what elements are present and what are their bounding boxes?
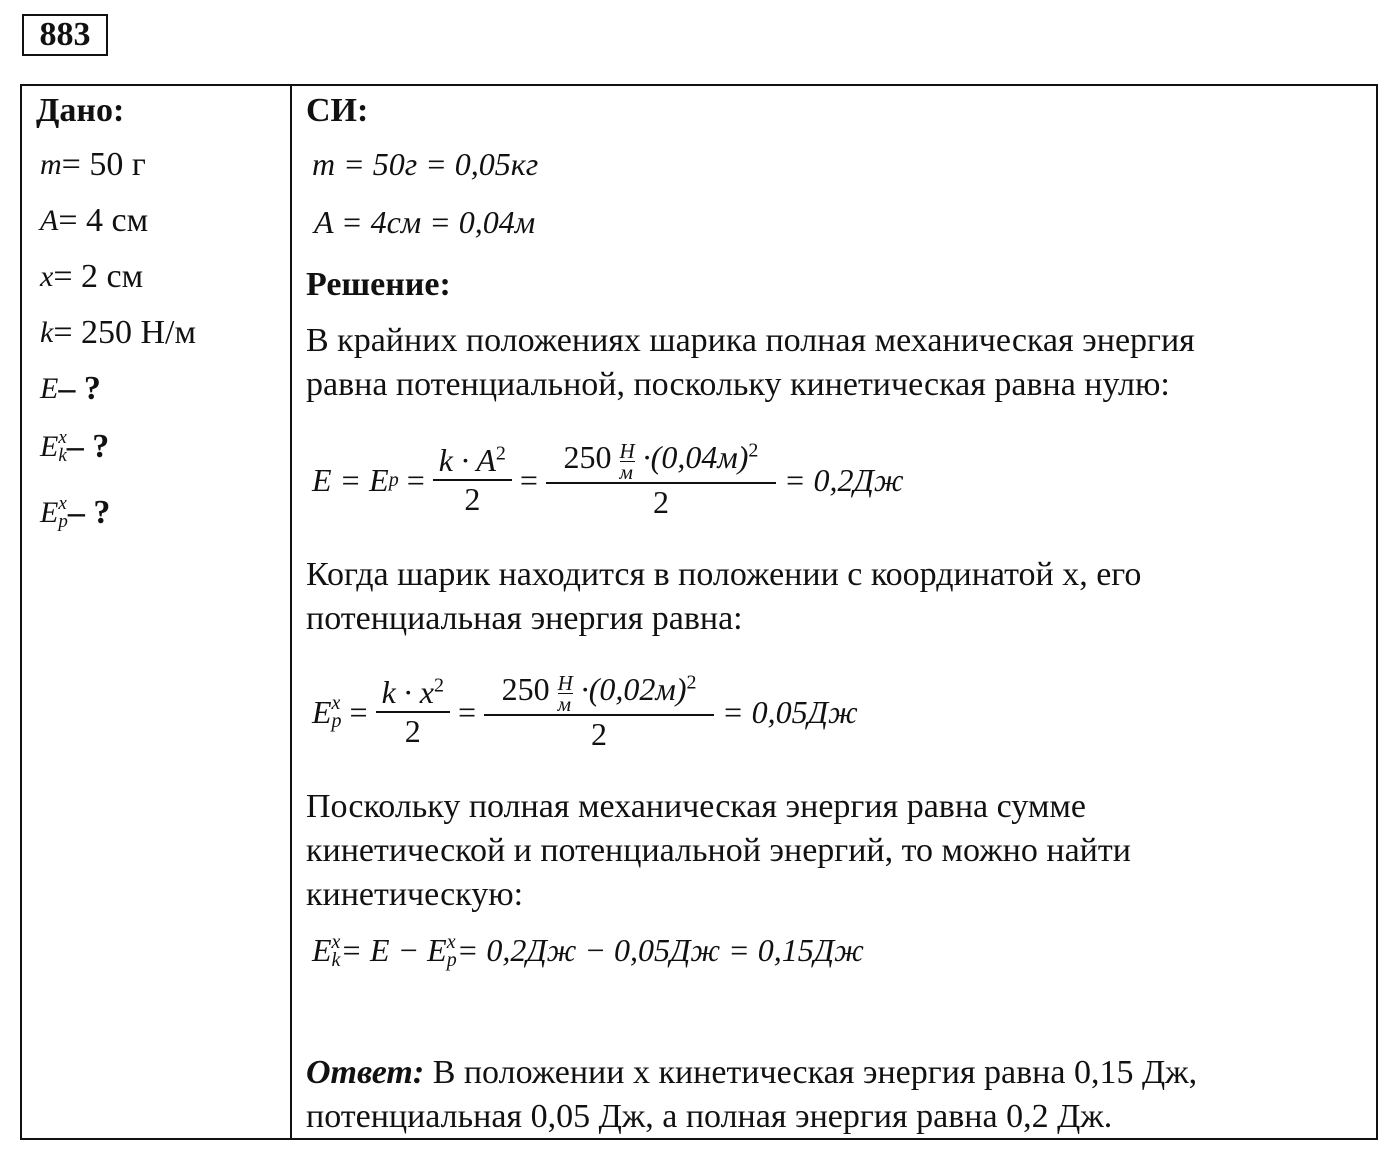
formula-total-energy: E = E p = $\frac{k \cdot A^2}{2}$ = 250 Н м $\cdot(0,04м)^2$ 2 = 0,2Дж xyxy=(312,438,904,520)
formula-kinetic-energy: E x k = E − E x p = 0,2Дж − 0,05Дж = 0,15Дж xyxy=(312,930,864,971)
paragraph-3-line-1: Поскольку полная механическая энергия равна сумме xyxy=(306,788,1086,825)
given-item xyxy=(40,202,148,240)
answer-label: Ответ: xyxy=(306,1054,425,1091)
given-item xyxy=(40,428,109,466)
given-symbol: x xyxy=(40,260,54,293)
paragraph-3-line-3: кинетическую: xyxy=(306,876,524,913)
given-symbol: E xyxy=(40,496,59,529)
given-value: = 50 г xyxy=(61,146,146,183)
answer-line-2: потенциальная 0,05 Дж, а полная энергия равна 0,2 Дж. xyxy=(306,1098,1113,1135)
given-value: = 2 см xyxy=(53,258,144,295)
given-value: – ? xyxy=(67,494,111,531)
column-divider xyxy=(290,84,292,1140)
paragraph-1-line-2: равна потенциальной, поскольку кинетическая равна нулю: xyxy=(306,366,1170,403)
given-value: – ? xyxy=(66,428,110,465)
problem-number: 883 xyxy=(22,14,108,56)
given-symbol: m xyxy=(40,148,62,181)
given-value: = 250 Н/м xyxy=(53,314,197,351)
si-header: СИ: xyxy=(306,92,369,129)
si-line-mass: m = 50г = 0,05кг xyxy=(312,146,539,182)
given-item xyxy=(40,314,196,352)
paragraph-2-line-1: Когда шарик находится в положении с координатой х, его xyxy=(306,556,1142,593)
paragraph-3-line-2: кинетической и потенциальной энергий, то можно найти xyxy=(306,832,1131,869)
given-indices: x k xyxy=(58,427,67,466)
given-indices: x p xyxy=(58,493,68,532)
given-item xyxy=(40,258,143,296)
si-line-amplitude: A = 4см = 0,04м xyxy=(314,204,536,240)
given-item xyxy=(40,370,101,408)
given-item xyxy=(40,146,146,184)
paragraph-2-line-2: потенциальная энергия равна: xyxy=(306,600,743,637)
given-symbol: k xyxy=(40,316,54,349)
given-value: – ? xyxy=(58,370,101,407)
given-header: Дано: xyxy=(36,92,125,129)
formula-potential-energy: E x p = $\frac{k \cdot x^2}{2}$ = 250 Н м $\cdot(0,02м)^2$ 2 = 0,05Дж xyxy=(312,670,858,752)
given-value: = 4 см xyxy=(58,202,149,239)
solution-header: Решение: xyxy=(306,266,451,303)
given-symbol: E xyxy=(40,430,59,463)
answer-line-1: Ответ: В положении х кинетическая энергия равна 0,15 Дж, xyxy=(306,1054,1198,1091)
paragraph-1-line-1: В крайних положениях шарика полная механическая энергия xyxy=(306,322,1195,359)
given-symbol: A xyxy=(40,204,59,237)
given-item xyxy=(40,494,110,532)
given-symbol: E xyxy=(40,372,59,405)
